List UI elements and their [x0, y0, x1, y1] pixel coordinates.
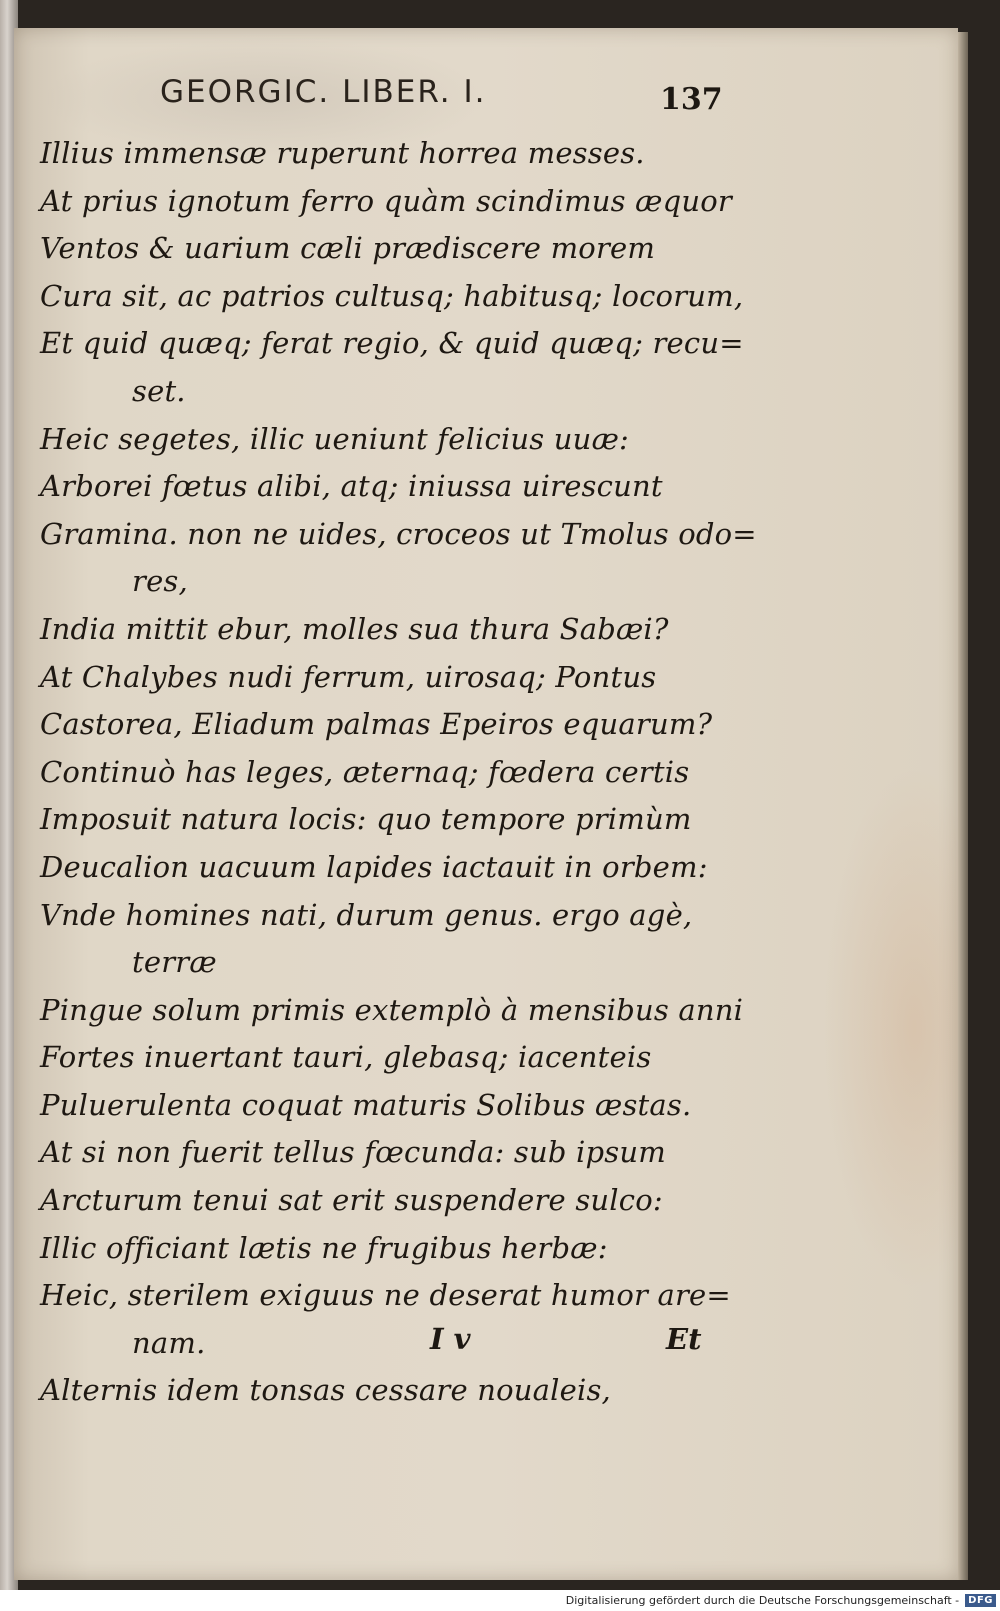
- verse-line-continuation: nam.: [132, 1325, 206, 1360]
- verse-line: India mittit ebur, molles sua thura Sabæi?: [40, 611, 669, 646]
- verse-line: Illic officiant lætis ne frugibus herbæ:: [40, 1230, 608, 1265]
- verse-line: Imposuit natura locis: quo tempore primùm: [40, 802, 692, 837]
- page-header: [160, 74, 740, 124]
- page-number: 137: [660, 82, 723, 117]
- verse-text: [40, 130, 757, 1415]
- verse-line: Vnde homines nati, durum genus. ergo agè,: [40, 897, 693, 932]
- credit-text: Digitalisierung gefördert durch die Deutsche Forschungsgemeinschaft -: [565, 1594, 960, 1607]
- running-title: GEORGIC. LIBER. I.: [160, 74, 487, 110]
- verse-line: Et quid quæq; ferat regio, & quid quæq; recu=: [40, 326, 744, 361]
- verse-line-continuation: terræ: [132, 945, 217, 980]
- verse-line: At prius ignotum ferro quàm scindimus æquor: [40, 183, 732, 218]
- verse-line: Ventos & uarium cæli prædiscere morem: [40, 231, 656, 266]
- verse-line: Illius immensæ ruperunt horrea messes.: [40, 136, 645, 170]
- verse-line: Alternis idem tonsas cessare noualeis,: [40, 1373, 611, 1408]
- verse-line: Arcturum tenui sat erit suspendere sulco:: [40, 1183, 663, 1218]
- verse-line: Fortes inuertant tauri, glebasq; iacenteis: [40, 1040, 652, 1075]
- verse-line: Gramina. non ne uides, croceos ut Tmolus odo=: [40, 516, 757, 551]
- verse-line: At si non fuerit tellus fœcunda: sub ipsum: [40, 1135, 666, 1170]
- verse-line: Continuò has leges, æternaq; fœdera certis: [40, 754, 690, 789]
- verse-line: Cura sit, ac patrios cultusq; habitusq; locorum,: [40, 278, 744, 313]
- signature-mark: I v: [430, 1322, 471, 1356]
- verse-line: Puluerulenta coquat maturis Solibus æstas.: [40, 1087, 692, 1122]
- verse-line: At Chalybes nudi ferrum, uirosaq; Pontus: [40, 659, 657, 694]
- verse-line: Heic, sterilem exiguus ne deserat humor are=: [40, 1278, 731, 1313]
- dfg-logo-icon: DFG: [965, 1594, 996, 1607]
- page-footer: [430, 1322, 730, 1366]
- verse-line: Castorea, Eliadum palmas Epeiros equarum?: [40, 707, 713, 742]
- verse-line: Pingue solum primis extemplò à mensibus anni: [40, 992, 744, 1027]
- verse-line: Arborei fœtus alibi, atq; iniussa uirescunt: [40, 469, 663, 504]
- verse-line: Deucalion uacuum lapides iactauit in orbem:: [40, 849, 708, 884]
- page-edge: [958, 32, 968, 1580]
- verse-line-continuation: set.: [132, 373, 186, 408]
- verse-line-continuation: res,: [132, 564, 188, 599]
- catchword: Et: [666, 1322, 702, 1356]
- verse-line: Heic segetes, illic ueniunt felicius uuæ:: [40, 421, 629, 456]
- credit-bar: [0, 1590, 1000, 1611]
